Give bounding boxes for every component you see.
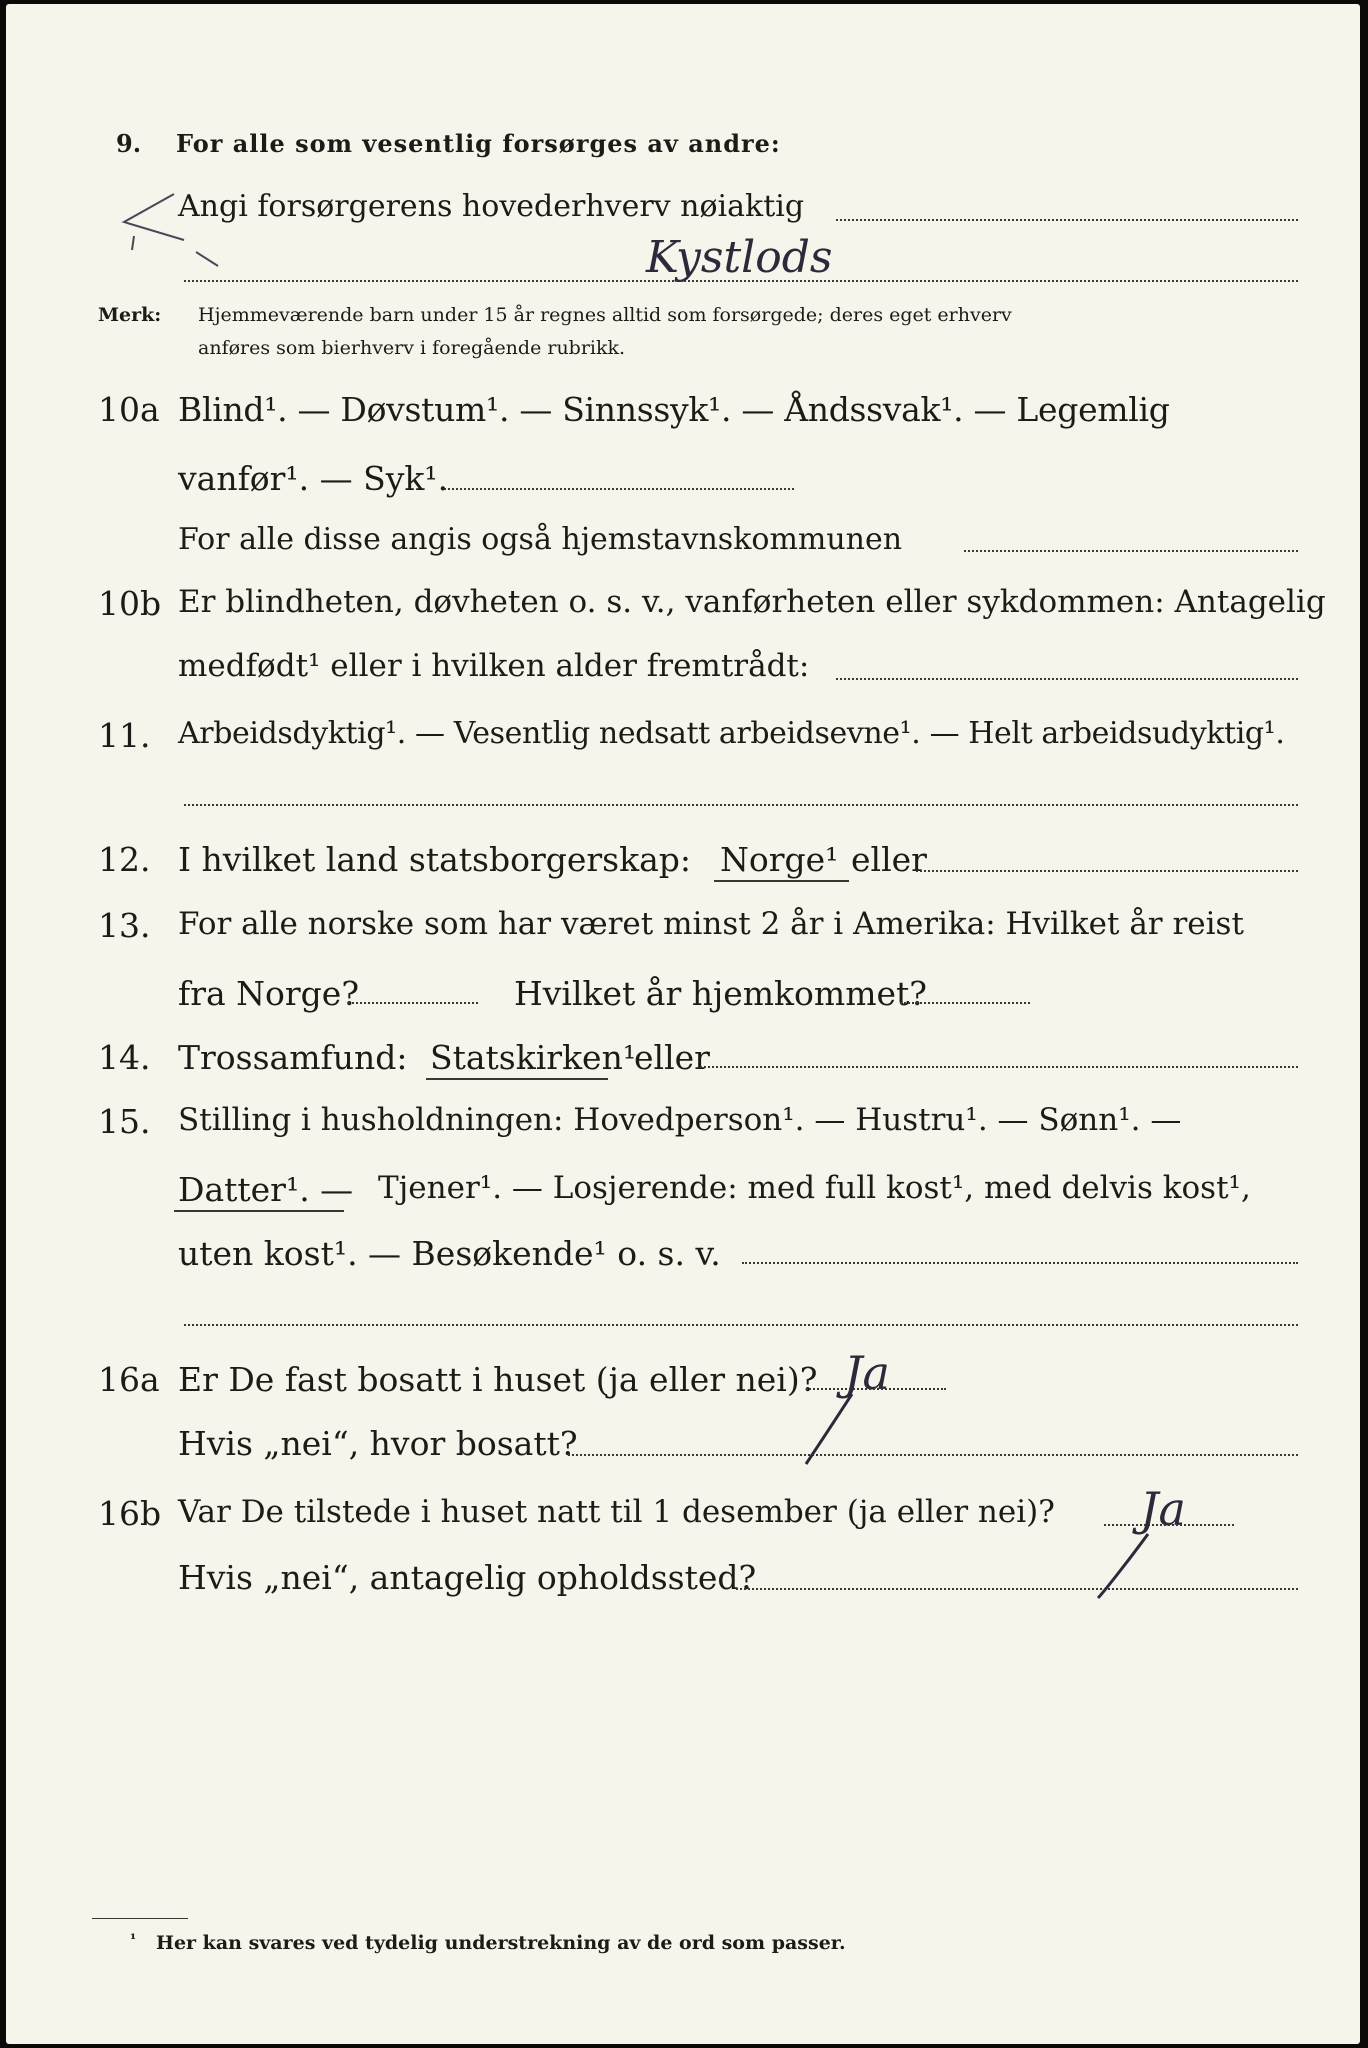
q16b-question: Var De tilstede i huset natt til 1 desember (ja eller nei)? [178, 1494, 1055, 1530]
footnote-text: Her kan svares ved tydelig understrekning av de ord som passer. [156, 1932, 846, 1954]
q16a-question: Er De fast bosatt i huset (ja eller nei)? [178, 1360, 818, 1399]
q15-line-3: uten kost¹. — Besøkende¹ o. s. v. [178, 1234, 721, 1273]
q11-line-1: Arbeidsdyktig¹. — Vesentlig nedsatt arbeidsevne¹. — Helt arbeidsudyktig¹. [178, 716, 1285, 751]
q9-number: 9. [116, 129, 142, 158]
q9-pencil-tick [196, 252, 218, 266]
q13-line-2a: fra Norge? [178, 974, 360, 1013]
q13-line-1: For alle norske som har været minst 2 år i Amerika: Hvilket år reist [178, 906, 1244, 942]
q14-label: Trossamfund: [178, 1038, 408, 1077]
q15-line-2: Tjener¹. — Losjerende: med full kost¹, med delvis kost¹, [378, 1170, 1251, 1206]
merk-label: Merk: [98, 304, 162, 326]
q16a-ja-stroke [806, 1394, 852, 1464]
q16b-line-2: Hvis „nei“, antagelig opholdssted? [178, 1558, 757, 1597]
q9-check-mark [124, 194, 184, 250]
q10a-line-3: For alle disse angis også hjemstavnskommunen [178, 522, 903, 557]
q9-heading: For alle som vesentlig forsørges av andre: [176, 129, 781, 158]
q12-number: 12. [98, 840, 151, 879]
q10b-number: 10b [98, 584, 162, 623]
q12-question: I hvilket land statsborgerskap: [178, 840, 692, 879]
q10a-line-1: Blind¹. — Døvstum¹. — Sinnssyk¹. — Åndssvak¹. — Legemlig [178, 390, 1170, 429]
q16b-handwritten-answer: Ja [1140, 1482, 1186, 1536]
q12-norge-option: Norge¹ [720, 840, 839, 879]
q15-datter-option: Datter¹. — [178, 1170, 354, 1209]
q16a-handwritten-answer: Ja [844, 1346, 890, 1400]
q16b-number: 16b [98, 1494, 162, 1533]
q9-question: Angi forsørgerens hovederhverv nøiaktig [178, 189, 805, 224]
q16b-ja-stroke [1098, 1534, 1148, 1598]
merk-line-1: Hjemmeværende barn under 15 år regnes alltid som forsørgede; deres eget erhverv [198, 304, 1012, 326]
q15-line-1: Stilling i husholdningen: Hovedperson¹. — Hustru¹. — Sønn¹. — [178, 1102, 1182, 1138]
q15-number: 15. [98, 1102, 151, 1141]
census-form-page [6, 4, 1360, 2044]
q12-eller: eller [851, 840, 927, 879]
q16a-number: 16a [98, 1360, 160, 1399]
q14-number: 14. [98, 1038, 151, 1077]
q9-handwritten-answer: Kystlods [646, 232, 833, 283]
q16a-line-2: Hvis „nei“, hvor bosatt? [178, 1424, 578, 1463]
q13-number: 13. [98, 906, 151, 945]
q11-number: 11. [98, 716, 151, 755]
q14-statskirken-option: Statskirken¹ [430, 1038, 637, 1077]
q10b-line-2: medfødt¹ eller i hvilken alder fremtrådt: [178, 648, 810, 684]
q10a-line-2: vanfør¹. — Syk¹. [178, 459, 449, 498]
q14-eller: eller [634, 1038, 710, 1077]
handwritten-strokes [6, 4, 1360, 2044]
footnote-mark: ¹ [130, 1932, 137, 1948]
merk-line-2: anføres som bierhverv i foregående rubrikk. [198, 337, 626, 359]
q10a-number: 10a [98, 390, 160, 429]
q13-line-2b: Hvilket år hjemkommet? [514, 974, 927, 1013]
q10b-line-1: Er blindheten, døvheten o. s. v., vanførheten eller sykdommen: Antagelig [178, 584, 1326, 620]
